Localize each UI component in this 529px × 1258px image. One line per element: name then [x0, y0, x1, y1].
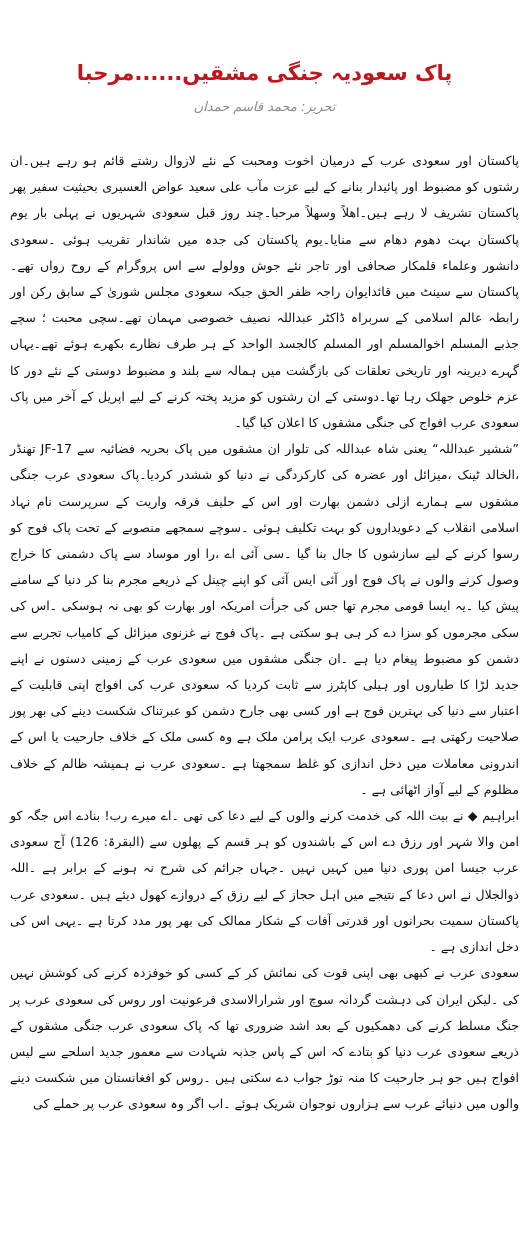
- article-paragraph: پاکستان اور سعودی عرب کے درمیان اخوت ومحبت کے نئے لازوال رشتے قائم ہو رہے ہیں۔ان رشتوں کو مضبوط اور پائیدار بنانے کے لیے عزت مآب علی سعید عواض العسیری بحیثیت سفیر پھر پاکستان تشریف لا رہے ہیں۔اھلاً وسھلاً مرحبا۔چند روز قبل سعودی شہریوں نے پہلی بار یوم پاکستان بہت دھوم دھام سے منایا۔یوم پاکستان کی جدہ میں شاندار تقریب ہوئی ۔سعودی دانشور وعلماء قلمکار صحافی اور تاجر نئے جوش وولولے سے اس پروگرام کے روح رواں تھے۔پاکستان سے سینٹ میں قائدایوان راجہ ظفر الحق جبکہ سعودی مجلس شوریٰ کے سابق رکن اور رابطہ عالم اسلامی کے سربراہ ڈاکٹر عبداللہ نصیف خصوصی مہمان تھے۔سچی محبت ؛ سچے جذبے المسلم اخوالمسلم اور المسلم کالجسد الواحد کے ہر طرف نظارے بکھرے ہوئے تھے۔یہاں گہرے دیرینہ اور تاریخی تعلقات کی بازگشت میں ہمالہ سے بلند و مضبوط دوستی کے نئے دور کا عزم خلوص جھلک رہا تھا۔دوستی کے ان رشتوں کو مزید پختہ کرنے کے لیے اپریل کے آخر میں پاک سعودی عرب افواج کی جنگی مشقوں کا اعلان کیا گیا۔: [10, 153, 519, 431]
- article-title: پاک سعودیہ جنگی مشقیں......مرحبا: [76, 61, 453, 85]
- article-byline: تحریر: محمد قاسم حمدان: [193, 100, 336, 115]
- article-paragraph: ”ششیر عبداللہ“ یعنی شاہ عبداللہ کی تلوار ان مشقوں میں پاک بحریہ فضائیہ سے JF-17 تھنڈر ،الخالد ٹینک ،میزائل اور عضرہ کی کارکردگی نے دنیا کو ششدر کردیا۔پاک سعودی عرب جنگی مشقوں سے ہمارے ازلی دشمن بھارت اور اس کے حلیف فرقہ واریت کے سرپرست نام نہاد اسلامی انقلاب کے دعویداروں کو بہت تکلیف ہوئی ۔سوچے سمجھے منصوبے کے تحت پاک فوج کو رسوا کرنے کے لیے سازشوں کا جال بنا گیا ۔سی آئی اے ،را اور موساد سے پاک دشمنی کا خراج وصول کرنے والوں نے پاک فوج اور آئی ایس آئی کو اپنے چینل کے ذریعے مجرم بنا کر دنیا کے سامنے پیش کیا ۔یہ ایسا قومی مجرم تھا جس کی جرأت امریکہ اور بھارت کو بھی نہ ہوسکی ۔اس کی سکی مجرموں کو سزا دے کر ہی ہو سکتی ہے ۔پاک فوج نے غزنوی میزائل کے کامیاب تجربے سے دشمن کو مضبوط پیغام دیا ہے ۔ان جنگی مشقوں میں سعودی عرب کے زمینی دستوں نے اپنے جدید لڑا کا طیاروں اور ہیلی کاپٹرز سے ثابت کردیا کہ سعودی عرب کی افواج اپنی قابلیت کے اعتبار سے دنیا کی بہترین فوج ہے اور کسی بھی جارح دشمن کو عبرتناک شکست دینے کی بھر پور صلاحیت رکھتی ہے ۔سعودی عرب ایک پرامن ملک ہے وہ کسی ملک کے خلاف جارحیت یا اس کے اندرونی معاملات میں دخل اندازی کو غلط سمجھتا ہے ۔سعودی عرب نے ہمیشہ ظالم کے خلاف مظلوم کے لیے آواز اٹھائی ہے ۔: [10, 441, 519, 797]
- article-paragraph: ابراہیم ◆ نے بیت اللہ کی خدمت کرنے والوں کے لیے دعا کی تھی ۔اے میرے رب! بنادے اس جگہ کو امن والا شہر اور رزق دے اس کے باشندوں کو ہر قسم کے پھلوں سے (البقرۃ: 126) آج سعودی عرب جیسا امن پوری دنیا میں کہیں نہیں ۔جہاں جرائم کی شرح نہ ہونے کے برابر ہے ۔اللہ ذوالجلال نے اس دعا کے نتیجے میں اہل حجاز کے لیے رزق کے دروازے کھول دیئے ہیں ۔سعودی عرب پاکستان سمیت بحرانوں اور قدرتی آفات کے شکار ممالک کی بھر پور مدد کرتا ہے ۔یہی اس کی دخل اندازی ہے ۔: [10, 808, 519, 955]
- article-paragraph: سعودی عرب نے کبھی بھی اپنی قوت کی نمائش کر کے کسی کو خوفزدہ کرنے کی کوشش نہیں کی ۔لیکن ایران کی دہشت گردانہ سوچ اور شرارالاسدی فرعونیت اور روس کی سعودی عرب پر جنگ مسلط کرنے کی دھمکیوں کے بعد اشد ضروری تھا کہ پاک سعودی عرب جنگی مشقوں کے ذریعے سعودی عرب دنیا کو بتادے کہ اس کے پاس جذبہ شہادت سے معمور جدید اسلحے سے لیس افواج ہیں جو ہر جارحیت کا منہ توڑ جواب دے سکتی ہیں ۔روس کو افغانستان میں شکست دینے والوں میں دنیائے عرب سے ہزاروں نوجوان شریک ہوئے ۔اب اگر وہ سعودی عرب پر حملے کی: [10, 965, 519, 1112]
- article-body: [10, 148, 519, 1118]
